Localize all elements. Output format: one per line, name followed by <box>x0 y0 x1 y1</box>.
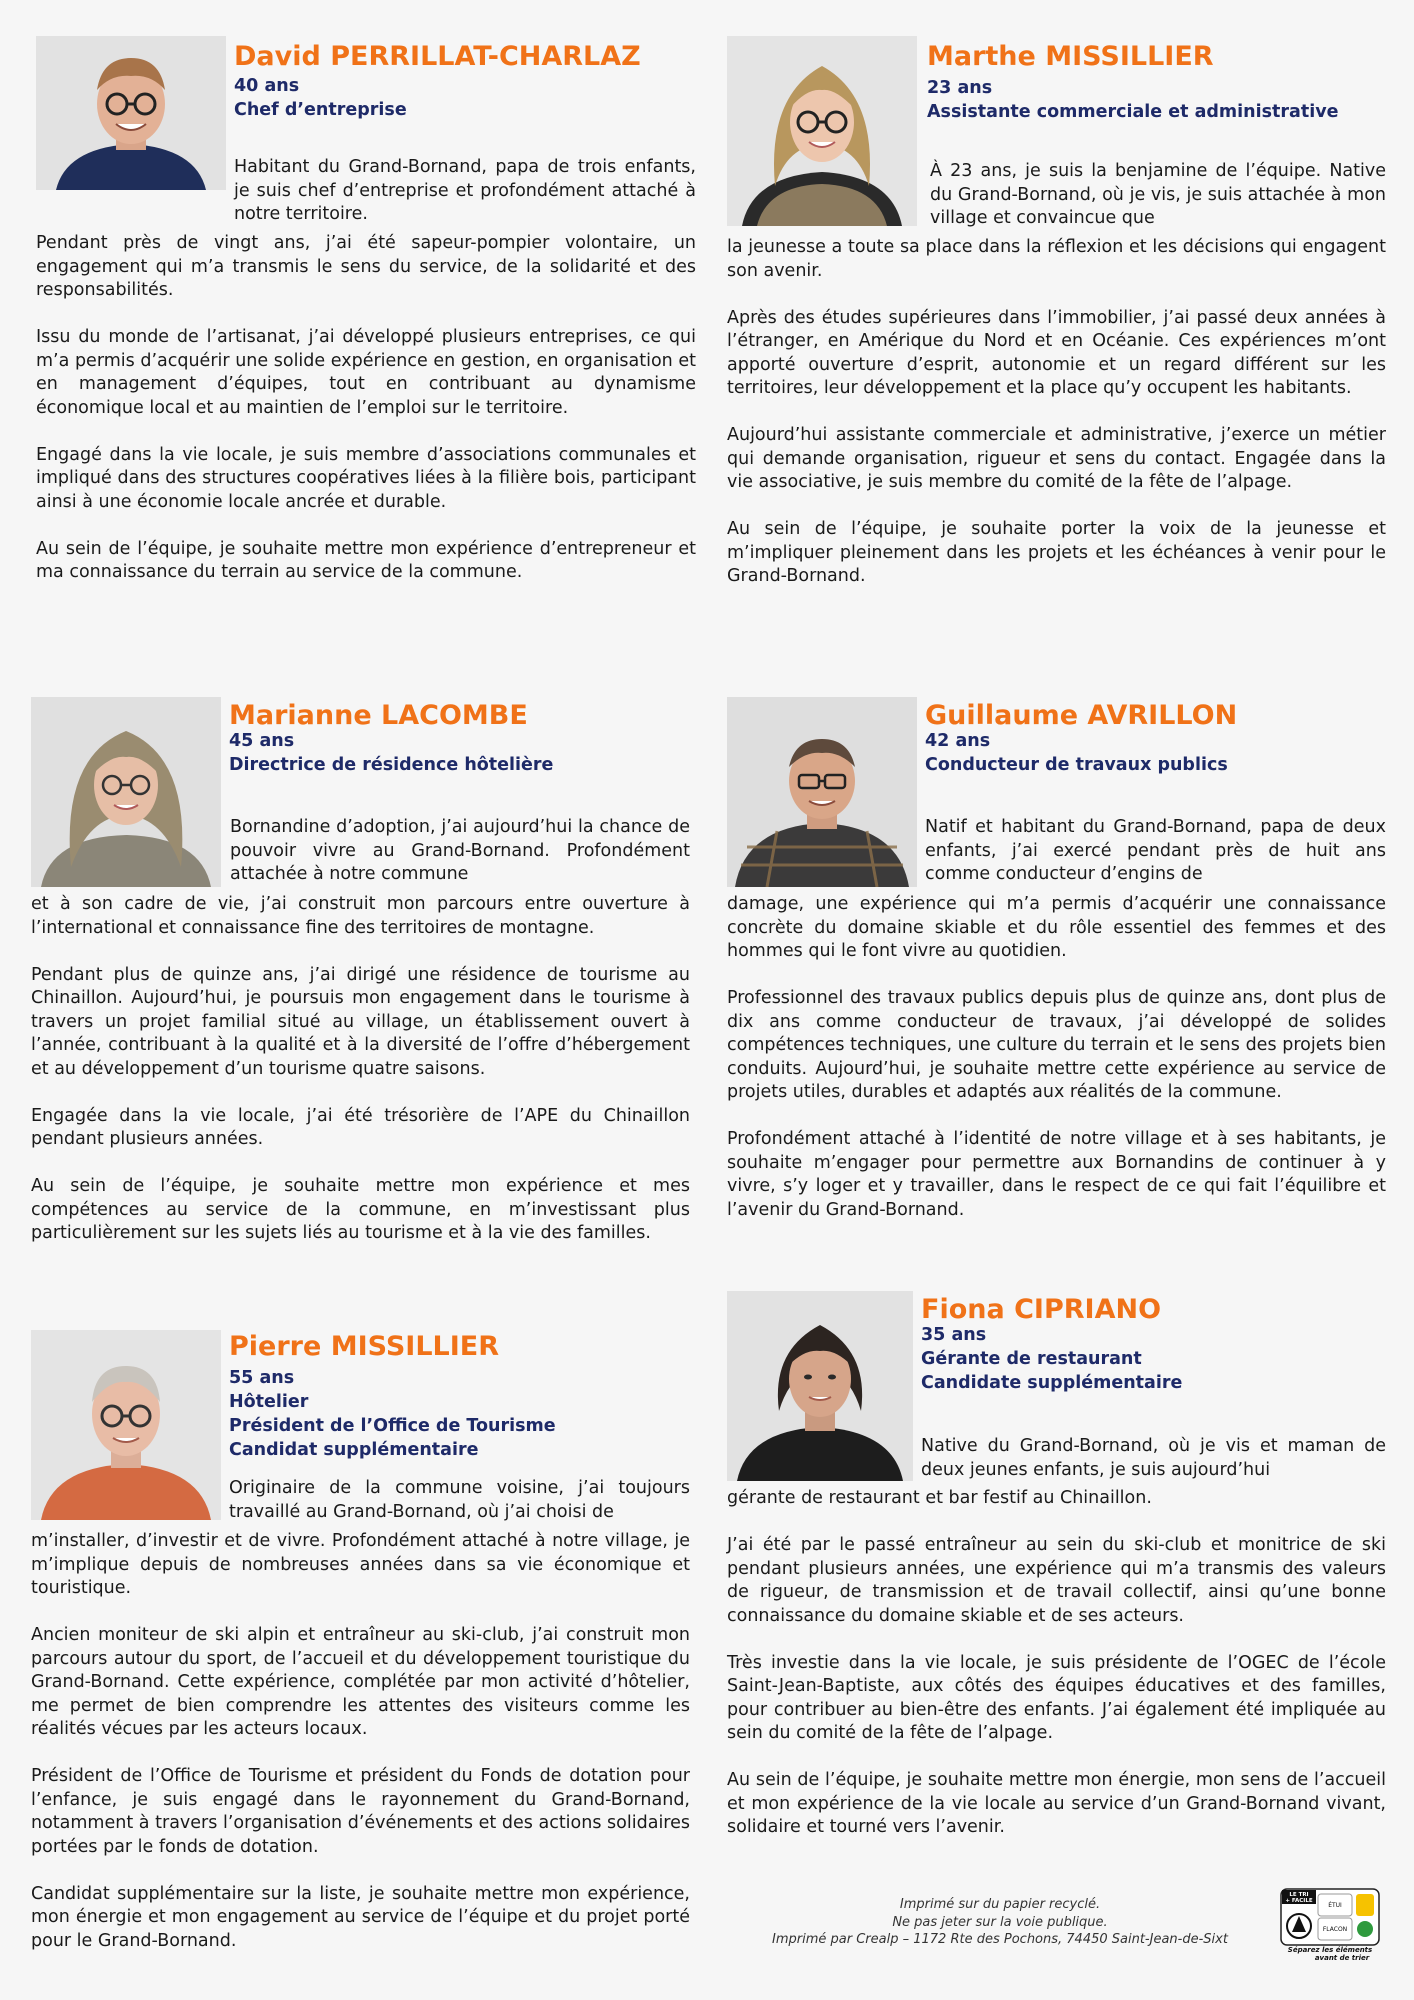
candidate-role: Assistante commerciale et administrative <box>927 102 1339 122</box>
candidate-name: Guillaume AVRILLON <box>925 700 1238 731</box>
candidate-paragraph: et à son cadre de vie, j’ai construit mon parcours entre ouverture à l’international et connaissance fine des territoires de montagne. <box>31 894 690 938</box>
candidate-paragraph: Engagée dans la vie locale, j’ai été trésorière de l’APE du Chinaillon pendant plusieurs années. <box>31 1105 690 1149</box>
candidate-photo-marianne <box>31 697 221 887</box>
triman-recycling-logo <box>1280 1888 1380 1964</box>
candidate-photo-pierre <box>31 1330 221 1520</box>
candidate-paragraph: Très investie dans la vie locale, je suis présidente de l’OGEC de l’école Saint-Jean-Baptiste, aux côtés des équipes éducatives et des familles, pour contribuer au bien-être des enfants. J’ai également été impliquée au sein du comité de la fête de l’alpage. <box>727 1652 1386 1743</box>
candidate-photo-marthe <box>727 36 917 226</box>
candidate-paragraph: Ancien moniteur de ski alpin et entraîneur au ski-club, j’ai construit mon parcours autour du sport, de l’accueil et du développement touristique du Grand-Bornand. Cette expérience, complétée par mon activité d’hôtelier, me permet de bien comprendre les attentes des visiteurs comme les réalités vécues par les acteurs locaux. <box>31 1625 690 1739</box>
candidate-photo-fiona <box>727 1291 913 1481</box>
logo-item-label: FLACON <box>1322 1926 1348 1933</box>
candidate-paragraph: Au sein de l’équipe, je souhaite porter la voix de la jeunesse et m’impliquer pleinement dans les projets et les échéances à venir pour le Grand-Bornand. <box>727 519 1386 586</box>
candidate-name: Marthe MISSILLIER <box>927 41 1214 72</box>
candidate-role: Directrice de résidence hôtelière <box>229 755 554 775</box>
candidate-paragraph: Après des études supérieures dans l’immobilier, j’ai passé deux années à l’étranger, en Amérique du Nord et en Océanie. Ces expériences m’ont apporté ouverture d’esprit, autonomie et un regard différent sur les territoires, leur développement et la place qu’y occupent les habitants. <box>727 307 1386 398</box>
candidate-paragraph: Au sein de l’équipe, je souhaite mettre mon énergie, mon sens de l’accueil et mon expérience de la vie locale au service d’un Grand-Bornand vivant, solidaire et tourné vers l’avenir. <box>727 1770 1386 1837</box>
candidate-role: Candidat supplémentaire <box>229 1440 479 1460</box>
candidate-paragraph: Candidat supplémentaire sur la liste, je souhaite mettre mon expérience, mon énergie et mon engagement au service de l’équipe et du projet porté pour le Grand-Bornand. <box>31 1883 690 1951</box>
candidate-age: 55 ans <box>229 1368 295 1388</box>
logo-caption: avant de trier <box>1314 1954 1370 1962</box>
candidate-paragraph: Au sein de l’équipe, je souhaite mettre mon expérience d’entrepreneur et ma connaissance du terrain au service de la commune. <box>36 538 696 582</box>
candidate-age: 35 ans <box>921 1325 987 1345</box>
candidate-name: Marianne LACOMBE <box>229 700 528 731</box>
candidate-paragraph: Engagé dans la vie locale, je suis membre d’associations communales et impliqué dans des structures coopératives liées à la filière bois, participant ainsi à une économie locale ancrée et durable. <box>36 444 696 512</box>
logo-item-label: ÉTUI <box>1328 1902 1342 1909</box>
candidate-role: Conducteur de travaux publics <box>925 755 1228 775</box>
candidate-age: 40 ans <box>234 76 300 96</box>
candidate-intro: Native du Grand-Bornand, où je vis et maman de deux jeunes enfants, je suis aujourd’hui <box>921 1436 1386 1480</box>
candidate-role: Chef d’entreprise <box>234 100 407 120</box>
candidate-name: David PERRILLAT-CHARLAZ <box>234 41 641 72</box>
candidate-intro: À 23 ans, je suis la benjamine de l’équipe. Native du Grand-Bornand, où je vis, je suis attachée à mon village et convaincue que <box>930 161 1386 228</box>
logo-title: + FACILE <box>1285 1898 1313 1904</box>
footer-line: Ne pas jeter sur la voie publique. <box>892 1914 1108 1930</box>
candidate-paragraph: Président de l’Office de Tourisme et président du Fonds de dotation pour l’enfance, je suis engagé dans le rayonnement du Grand-Bornand, notamment à travers l’organisation d’événements et des actions solidaires portées par le fonds de dotation. <box>31 1766 690 1857</box>
footer-line: Imprimé sur du papier recyclé. <box>899 1897 1101 1912</box>
candidate-paragraph: damage, une expérience qui m’a permis d’acquérir une connaissance concrète du domaine skiable et du rôle essentiel des femmes et des hommes qui le font vivre au quotidien. <box>727 894 1386 961</box>
candidate-age: 23 ans <box>927 78 993 98</box>
candidate-paragraph: Au sein de l’équipe, je souhaite mettre mon expérience et mes compétences au service de la commune, en m’investissant plus particulièrement sur les sujets liés au tourisme et à la vie des familles. <box>31 1176 690 1243</box>
candidate-photo-david <box>36 36 226 190</box>
candidate-age: 45 ans <box>229 731 295 751</box>
candidate-paragraph: Professionnel des travaux publics depuis plus de quinze ans, dont plus de dix ans comme conducteur de travaux, j’ai développé de solides compétences techniques, une culture du terrain et le sens des projets bien conduits. Aujourd’hui, je souhaite mettre cette expérience au service de projets utiles, durables et adaptés aux réalités de la commune. <box>727 988 1386 1102</box>
candidate-paragraph: Aujourd’hui assistante commerciale et administrative, j’exerce un métier qui demande organisation, rigueur et sens du contact. Engagée dans la vie associative, je suis membre du comité de la fête de l’alpage. <box>727 425 1386 492</box>
candidate-name: Fiona CIPRIANO <box>921 1294 1162 1325</box>
candidate-name: Pierre MISSILLIER <box>229 1331 500 1362</box>
candidate-paragraph: Pendant près de vingt ans, j’ai été sapeur-pompier volontaire, un engagement qui m’a transmis le sens du service, de la solidarité et des responsabilités. <box>36 233 696 300</box>
footer-line: Imprimé par Crealp – 1172 Rte des Pochons, 74450 Saint-Jean-de-Sixt <box>772 1932 1228 1947</box>
candidate-photo-guillaume <box>727 697 917 887</box>
candidate-intro: Bornandine d’adoption, j’ai aujourd’hui la chance de pouvoir vivre au Grand-Bornand. Profondément attachée à notre commune <box>230 817 690 884</box>
candidate-paragraph: Pendant plus de quinze ans, j’ai dirigé une résidence de tourisme au Chinaillon. Aujourd’hui, je poursuis mon engagement dans le tourisme à travers un projet familial situé au village, un établissement ouvert à l’année, contribuant à la qualité et à la diversité de l’offre d’hébergement et au développement d’un tourisme quatre saisons. <box>31 964 690 1079</box>
candidate-paragraph: Profondément attaché à l’identité de notre village et à ses habitants, je souhaite m’engager pour permettre aux Bornandins de continuer à y vivre, s’y loger et y travailler, dans le respect de ce qui fait l’équilibre et l’avenir du Grand-Bornand. <box>727 1129 1386 1220</box>
candidate-paragraph: m’installer, d’investir et de vivre. Profondément attaché à notre village, je m’implique depuis de nombreuses années dans sa vie économique et touristique. <box>31 1531 690 1598</box>
candidate-paragraph: J’ai été par le passé entraîneur au sein du ski-club et monitrice de ski pendant plusieurs années, une expérience qui m’a transmis des valeurs de rigueur, de transmission et de travail collectif, ainsi qu’une bonne connaissance du domaine skiable et de ses acteurs. <box>727 1535 1386 1626</box>
candidate-intro: Natif et habitant du Grand-Bornand, papa de deux enfants, j’ai exercé pendant près de huit ans comme conducteur d’engins de <box>925 817 1386 884</box>
candidate-role: Gérante de restaurant <box>921 1349 1142 1369</box>
candidate-intro: Habitant du Grand-Bornand, papa de trois enfants, je suis chef d’entreprise et profondément attaché à notre territoire. <box>234 157 696 224</box>
candidate-role: Hôtelier <box>229 1392 309 1412</box>
candidate-age: 42 ans <box>925 731 991 751</box>
logo-caption: Séparez les éléments <box>1287 1946 1373 1954</box>
candidate-role: Président de l’Office de Tourisme <box>229 1416 556 1436</box>
logo-title: LE TRI <box>1289 1892 1309 1898</box>
candidate-intro: Originaire de la commune voisine, j’ai toujours travaillé au Grand-Bornand, où j’ai choisi de <box>229 1478 690 1522</box>
candidate-paragraph: Issu du monde de l’artisanat, j’ai développé plusieurs entreprises, ce qui m’a permis d’acquérir une solide expérience en gestion, en organisation et en management d’équipes, tout en contribuant au dynamisme économique local et au maintien de l’emploi sur le territoire. <box>36 327 696 418</box>
print-footer <box>722 1896 1278 1949</box>
candidate-role: Candidate supplémentaire <box>921 1373 1183 1393</box>
candidate-paragraph: gérante de restaurant et bar festif au Chinaillon. <box>727 1488 1152 1508</box>
candidate-paragraph: la jeunesse a toute sa place dans la réflexion et les décisions qui engagent son avenir. <box>727 237 1386 281</box>
